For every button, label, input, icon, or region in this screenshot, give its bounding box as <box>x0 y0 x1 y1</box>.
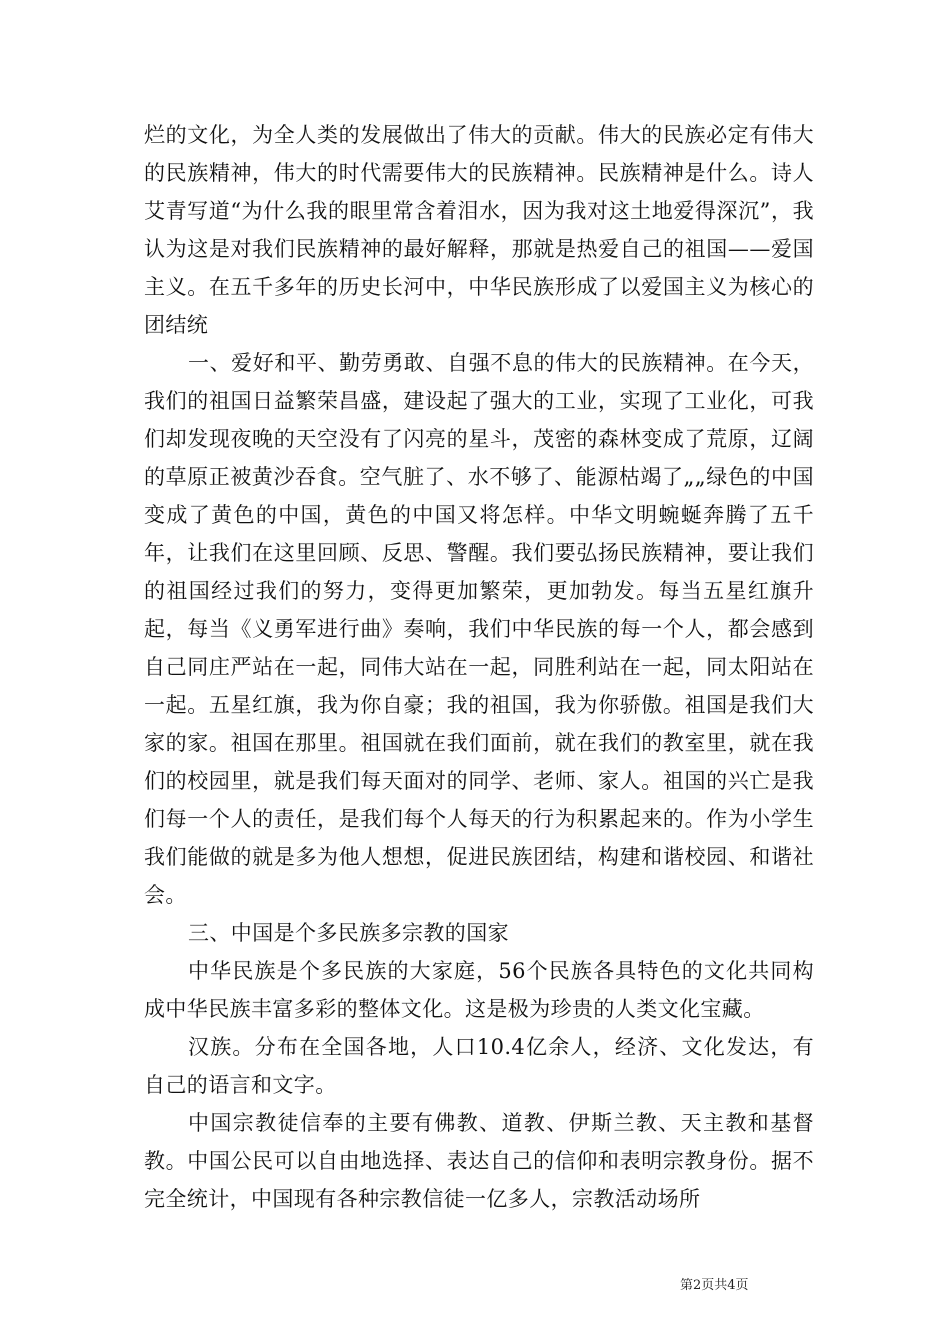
paragraph-ethnic-groups: 中华民族是个多民族的大家庭，56个民族各具特色的文化共同构成中华民族丰富多彩的整体文化。这是极为珍贵的人类文化宝藏。 <box>144 959 814 1021</box>
paragraph-national-spirit: 一、爱好和平、勤劳勇敢、自强不息的伟大的民族精神。在今天，我们的祖国日益繁荣昌盛，建设起了强大的工业，实现了工业化，可我们却发现夜晚的天空没有了闪亮的星斗，茂密的森林变成了荒原，辽阔的草原正被黄沙吞食。空气脏了、水不够了、能源枯竭了„„绿色的中国变成了黄色的中国，黄色的中国又将怎样。中华文明蜿蜒奔腾了五千年，让我们在这里回顾、反思、警醒。我们要弘扬民族精神，要让我们的祖国经过我们的努力，变得更加繁荣，更加勃发。每当五星红旗升起，每当《义勇军进行曲》奏响，我们中华民族的每一个人，都会感到自己同庄严站在一起，同伟大站在一起，同胜利站在一起，同太阳站在一起。五星红旗，我为你自豪；我的祖国，我为你骄傲。祖国是我们大家的家。祖国在那里。祖国就在我们面前，就在我们的教室里，就在我们的校园里，就是我们每天面对的同学、老师、家人。祖国的兴亡是我们每一个人的责任，是我们每个人每天的行为积累起来的。作为小学生我们能做的就是多为他人想想，促进民族团结，构建和谐校园、和谐社会。 <box>144 351 814 907</box>
paragraph-religion: 中国宗教徒信奉的主要有佛教、道教、伊斯兰教、天主教和基督教。中国公民可以自由地选择、表达自己的信仰和表明宗教身份。据不完全统计，中国现有各种宗教信徒一亿多人，宗教活动场所 <box>144 1111 814 1211</box>
paragraph-continuation: 烂的文化，为全人类的发展做出了伟大的贡献。伟大的民族必定有伟大的民族精神，伟大的时代需要伟大的民族精神。民族精神是什么。诗人艾青写道“为什么我的眼里常含着泪水，因为我对这土地爱得深沉”，我认为这是对我们民族精神的最好解释，那就是热爱自己的祖国——爱国主义。在五千多年的历史长河中，中华民族形成了以爱国主义为核心的团结统 <box>144 123 814 337</box>
section-heading-multi-ethnic: 三、中国是个多民族多宗教的国家 <box>188 921 509 945</box>
document-body <box>144 116 814 1218</box>
page-number: 第2页共4页 <box>680 1278 749 1293</box>
paragraph-han-ethnicity: 汉族。分布在全国各地，人口10.4亿余人，经济、文化发达，有自己的语言和文字。 <box>144 1035 814 1097</box>
